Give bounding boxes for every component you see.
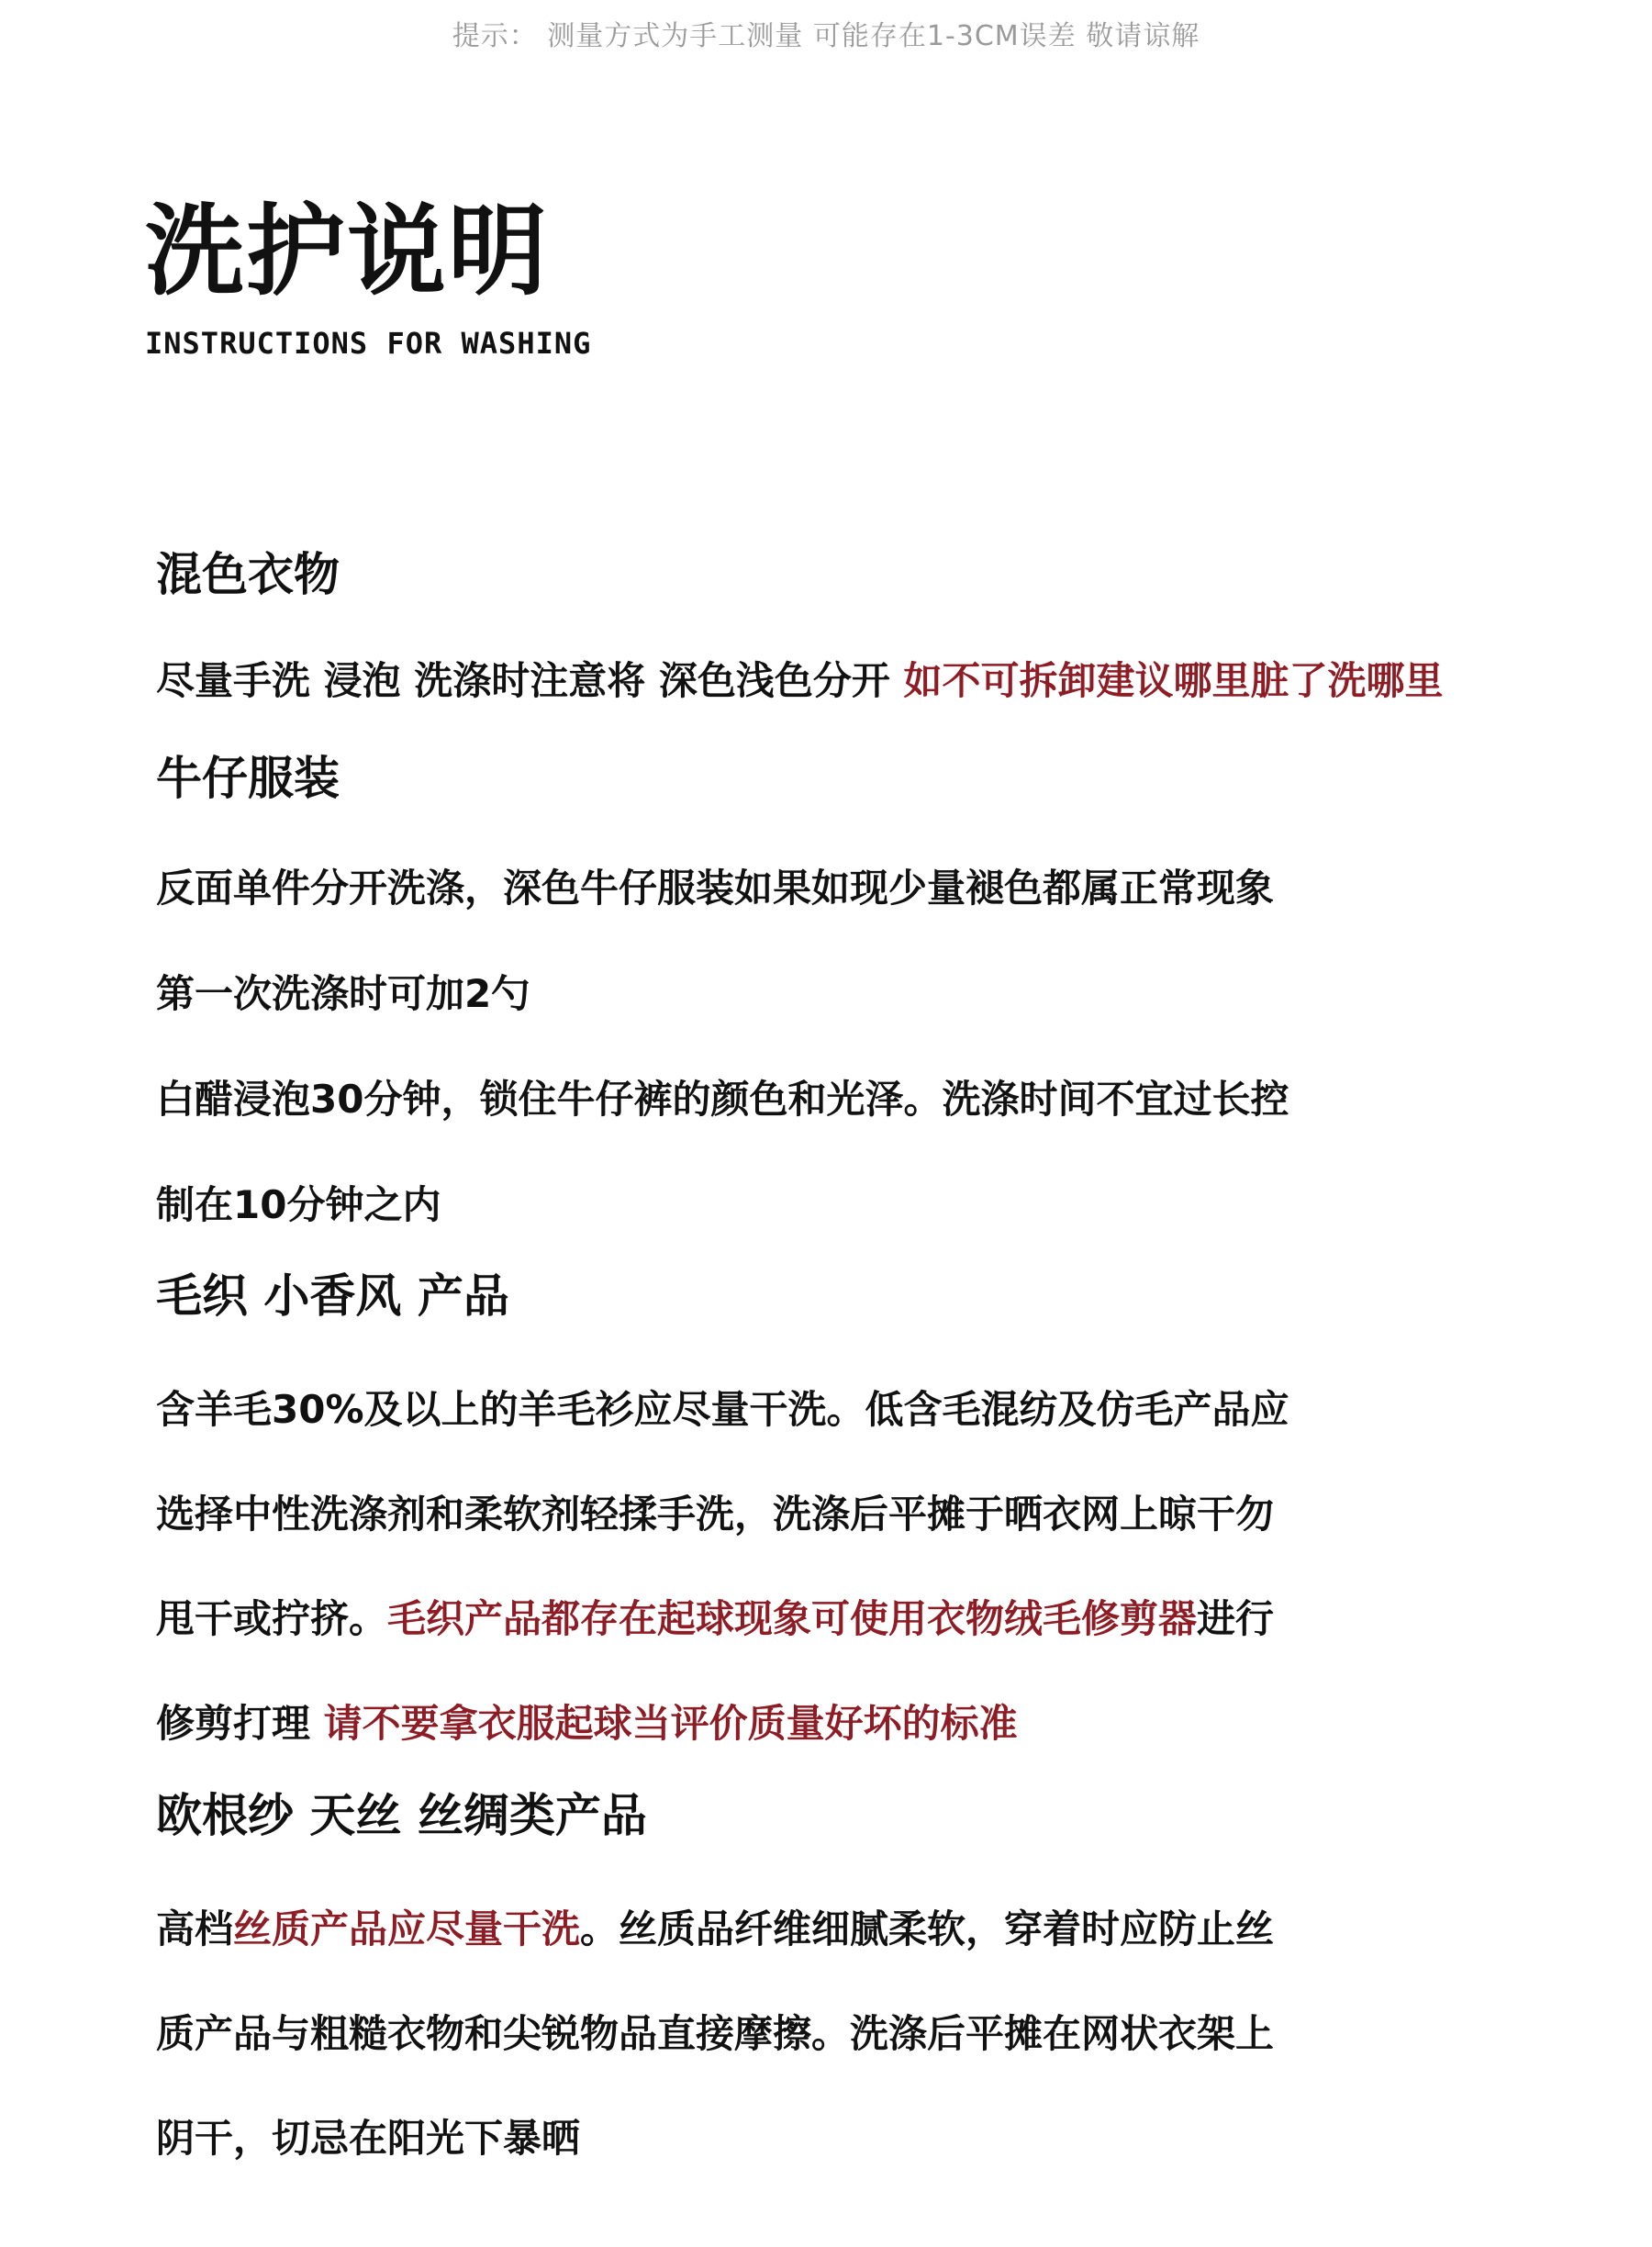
section-heading-denim: 牛仔服装 xyxy=(156,752,340,805)
page-title: 洗护说明 xyxy=(145,195,550,309)
mixed-text-highlight: 如不可拆卸建议哪里脏了洗哪里 xyxy=(903,658,1444,703)
silk-text-plain: 高档 xyxy=(156,1906,234,1951)
denim-text-line-3: 白醋浸泡30分钟，锁住牛仔裤的颜色和光泽。洗涤时间不宜过长控 xyxy=(156,1077,1289,1122)
section-heading-wool: 毛织 小香风 产品 xyxy=(156,1269,509,1323)
wool-text-highlight: 请不要拿衣服起球当评价质量好坏的标准 xyxy=(323,1701,1018,1746)
wool-text-plain-end: 进行 xyxy=(1197,1596,1275,1641)
section-heading-silk: 欧根纱 天丝 丝绸类产品 xyxy=(156,1789,647,1842)
mixed-text-line xyxy=(156,655,1444,707)
denim-text-line-2: 第一次洗涤时可加2勺 xyxy=(156,971,530,1016)
wool-text-line-2: 选择中性洗涤剂和柔软剂轻揉手洗，洗涤后平摊于晒衣网上晾干勿 xyxy=(156,1492,1275,1537)
page-subtitle: INSTRUCTIONS FOR WASHING xyxy=(145,326,592,361)
wool-text-line-4 xyxy=(156,1698,1018,1750)
denim-text-line-4: 制在10分钟之内 xyxy=(156,1182,441,1227)
silk-text-plain-end: 。丝质品纤维细腻柔软，穿着时应防止丝 xyxy=(580,1906,1275,1951)
silk-text-line-2: 质产品与粗糙衣物和尖锐物品直接摩擦。洗涤后平摊在网状衣架上 xyxy=(156,2011,1275,2056)
wool-text-highlight: 毛织产品都存在起球现象可使用衣物绒毛修剪器 xyxy=(387,1596,1198,1641)
denim-text-line-1: 反面单件分开洗涤，深色牛仔服装如果如现少量褪色都属正常现象 xyxy=(156,866,1275,911)
wool-text-line-3 xyxy=(156,1593,1274,1645)
silk-text-line-1 xyxy=(156,1904,1274,1955)
silk-text-highlight: 丝质产品应尽量干洗 xyxy=(233,1906,581,1951)
measurement-note: 提示： 测量方式为手工测量 可能存在1-3CM误差 敬请谅解 xyxy=(452,20,1200,52)
wool-text-plain: 甩干或拧挤。 xyxy=(156,1596,388,1641)
section-heading-mixed: 混色衣物 xyxy=(156,548,340,601)
wool-text-plain: 修剪打理 xyxy=(156,1701,324,1746)
wool-text-line-1: 含羊毛30%及以上的羊毛衫应尽量干洗。低含毛混纺及仿毛产品应 xyxy=(156,1387,1289,1432)
silk-text-line-3: 阴干，切忌在阳光下暴晒 xyxy=(156,2116,581,2161)
mixed-text-plain: 尽量手洗 浸泡 洗涤时注意将 深色浅色分开 xyxy=(156,658,904,703)
